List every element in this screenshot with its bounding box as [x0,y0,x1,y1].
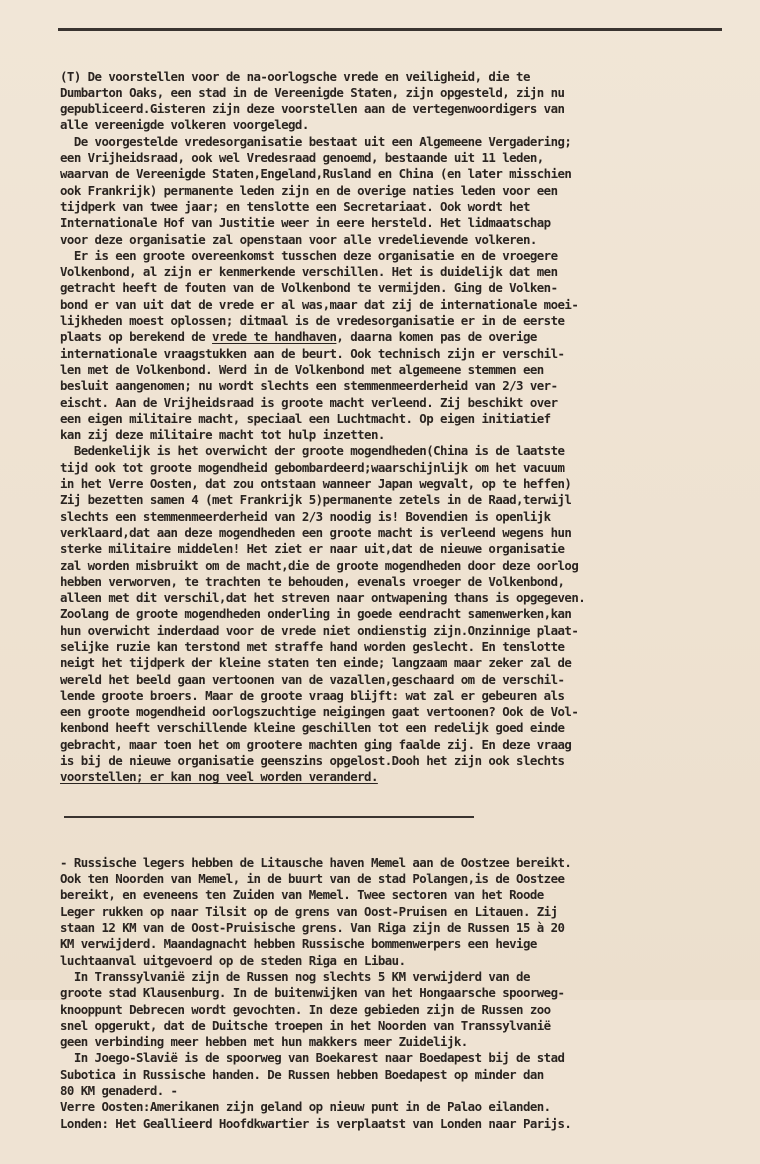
text-line: lijkheden moest oplossen; ditmaal is de vredesorganisatie er in de eerste [60,313,565,329]
text-line: verklaard,dat aan deze mogendheden een groote macht is verleend wegens hun [60,524,572,540]
text-line: Zoolang de groote mogendheden onderling in goede eendracht samenwerken,kan [60,606,572,622]
text-line: Bedenkelijk is het overwicht der groote mogendheden(China is de laatste [60,443,565,459]
text-line: Er is een groote overeenkomst tusschen deze organisatie en de vroegere [60,247,558,263]
text-line: Londen: Het Geallieerd Hoofdkwartier is verplaatst van Londen naar Parijs. [60,1115,572,1131]
text-line: een groote mogendheid oorlogszuchtige neigingen gaat vertoonen? Ook de Vol- [60,704,579,720]
text-line: plaats op berekend de vrede te handhaven, daarna komen pas de overige [60,329,537,345]
text-line: luchtaanval uitgevoerd op de steden Riga en Libau. [60,952,406,968]
text-line: lende groote broers. Maar de groote vraag blijft: wat zal er gebeuren als [60,687,565,703]
text-line: knooppunt Debrecen wordt gevochten. In deze gebieden zijn de Russen zoo [60,1001,551,1017]
text-line: getracht heeft de fouten van de Volkenbond te vermijden. Ging de Volken- [60,280,558,296]
text-line: voor deze organisatie zal openstaan voor alle vredelievende volkeren. [60,231,537,247]
text-line: Subotica in Russische handen. De Russen hebben Boedapest op minder dan [60,1066,544,1082]
text-line: tijdperk van twee jaar; en tenslotte een Secretariaat. Ook wordt het [60,198,530,214]
text-line: len met de Volkenbond. Werd in de Volkenbond met algemeene stemmen een [60,361,544,377]
text-line: bond er van uit dat de vrede er al was,maar dat zij de internationale moei- [60,296,579,312]
text-line: geen verbinding meer hebben met hun makkers meer Zuidelijk. [60,1034,468,1050]
text-line: alleen met dit verschil,dat het streven naar ontwapening thans is opgegeven. [60,590,586,606]
text-line: een Vrijheidsraad, ook wel Vredesraad genoemd, bestaande uit 11 leden, [60,150,544,166]
text-line: kenbond heeft verschillende kleine geschillen tot een redelijk goed einde [60,720,565,736]
text-line: ook Frankrijk) permanente leden zijn en de overige naties leden voor een [60,182,558,198]
text-line: bereikt, en eveneens ten Zuiden van Memel. Twee sectoren van het Roode [60,887,544,903]
text-line: waarvan de Vereenigde Staten,Engeland,Rusland en China (en later misschien [60,166,572,182]
text-line: staan 12 KM van de Oost-Pruisische grens. Van Riga zijn de Russen 15 à 20 [60,920,565,936]
text-line: voorstellen; er kan nog veel worden veranderd. [60,769,378,785]
text-line: (T) De voorstellen voor de na-oorlogsche vrede en veiligheid, die te [60,68,530,84]
text-line: In Joego-Slavië is de spoorweg van Boekarest naar Boedapest bij de stad [60,1050,565,1066]
text-line: hebben verworven, te trachten te behouden, evenals vroeger de Volkenbond, [60,573,565,589]
document-body [60,36,728,1164]
text-line: snel opgerukt, dat de Duitsche troepen in het Noorden van Transsylvanië [60,1017,551,1033]
text-line: Volkenbond, al zijn er kenmerkende verschillen. Het is duidelijk dat men [60,264,558,280]
text-line: Leger rukken op naar Tilsit op de grens van Oost-Pruisen en Litauen. Zij [60,903,558,919]
text-line: KM verwijderd. Maandagnacht hebben Russische bommenwerpers een hevige [60,936,537,952]
text-line: wereld het beeld gaan vertoonen van de vazallen,geschaard om de verschil- [60,671,565,687]
text-line: Ook ten Noorden van Memel, in de buurt van de stad Polangen,is de Oostzee [60,871,565,887]
text-line: internationale vraagstukken aan de beurt. Ook technisch zijn er verschil- [60,345,565,361]
text-line: zal worden misbruikt om de macht,die de groote mogendheden door deze oorlog [60,557,579,573]
text-line: slechts een stemmenmeerderheid van 2/3 noodig is! Bovendien is openlijk [60,508,551,524]
text-line: neigt het tijdperk der kleine staten ten einde; langzaam maar zeker zal de [60,655,572,671]
text-line: In Transsylvanië zijn de Russen nog slechts 5 KM verwijderd van de [60,968,530,984]
section-divider [64,816,474,822]
text-line: in het Verre Oosten, dat zou ontstaan wanneer Japan wegvalt, op te heffen) [60,476,572,492]
text-line: gebracht, maar toen het om grootere machten ging faalde zij. En deze vraag [60,736,572,752]
text-line: groote stad Klausenburg. In de buitenwijken van het Hongaarsche spoorweg- [60,985,565,1001]
text-line: tijd ook tot groote mogendheid gebombardeerd;waarschijnlijk om het vacuum [60,459,565,475]
text-line: besluit aangenomen; nu wordt slechts een stemmenmeerderheid van 2/3 ver- [60,378,558,394]
text-line: De voorgestelde vredesorganisatie bestaat uit een Algemeene Vergadering; [60,133,572,149]
text-line: een eigen militaire macht, speciaal een Luchtmacht. Op eigen initiatief [60,410,551,426]
article-dumbarton-oaks [60,69,728,786]
text-line: 80 KM genaderd. - [60,1083,178,1098]
text-line: hun overwicht inderdaad voor de vrede niet ondienstig zijn.Onzinnige plaat- [60,622,579,638]
text-line: selijke ruzie kan terstond met straffe hand worden geslecht. En tenslotte [60,638,565,654]
text-line: Zij bezetten samen 4 (met Frankrijk 5)permanente zetels in de Raad,terwijl [60,492,572,508]
text-line: - Russische legers hebben de Litausche haven Memel aan de Oostzee bereikt. [60,854,572,870]
text-line: gepubliceerd.Gisteren zijn deze voorstellen aan de vertegenwoordigers van [60,101,565,117]
underlined-phrase: vrede te handhaven [212,329,337,345]
article-eastern-front [60,855,728,1132]
text-line: kan zij deze militaire macht tot hulp inzetten. [60,427,385,443]
text-line: is bij de nieuwe organisatie geenszins opgelost.Dooh het zijn ook slechts [60,753,565,769]
text-line: Internationale Hof van Justitie weer in eere hersteld. Het lidmaatschap [60,215,551,231]
text-line: Dumbarton Oaks, een stad in de Vereenigde Staten, zijn opgesteld, zijn nu [60,84,565,100]
top-rule [58,28,722,31]
text-line: Verre Oosten:Amerikanen zijn geland op nieuw punt in de Palao eilanden. [60,1099,551,1115]
text-line: sterke militaire middelen! Het ziet er naar uit,dat de nieuwe organisatie [60,541,565,557]
text-line: eischt. Aan de Vrijheidsraad is groote macht verleend. Zij beschikt over [60,394,558,410]
text-line: alle vereenigde volkeren voorgelegd. [60,117,309,133]
